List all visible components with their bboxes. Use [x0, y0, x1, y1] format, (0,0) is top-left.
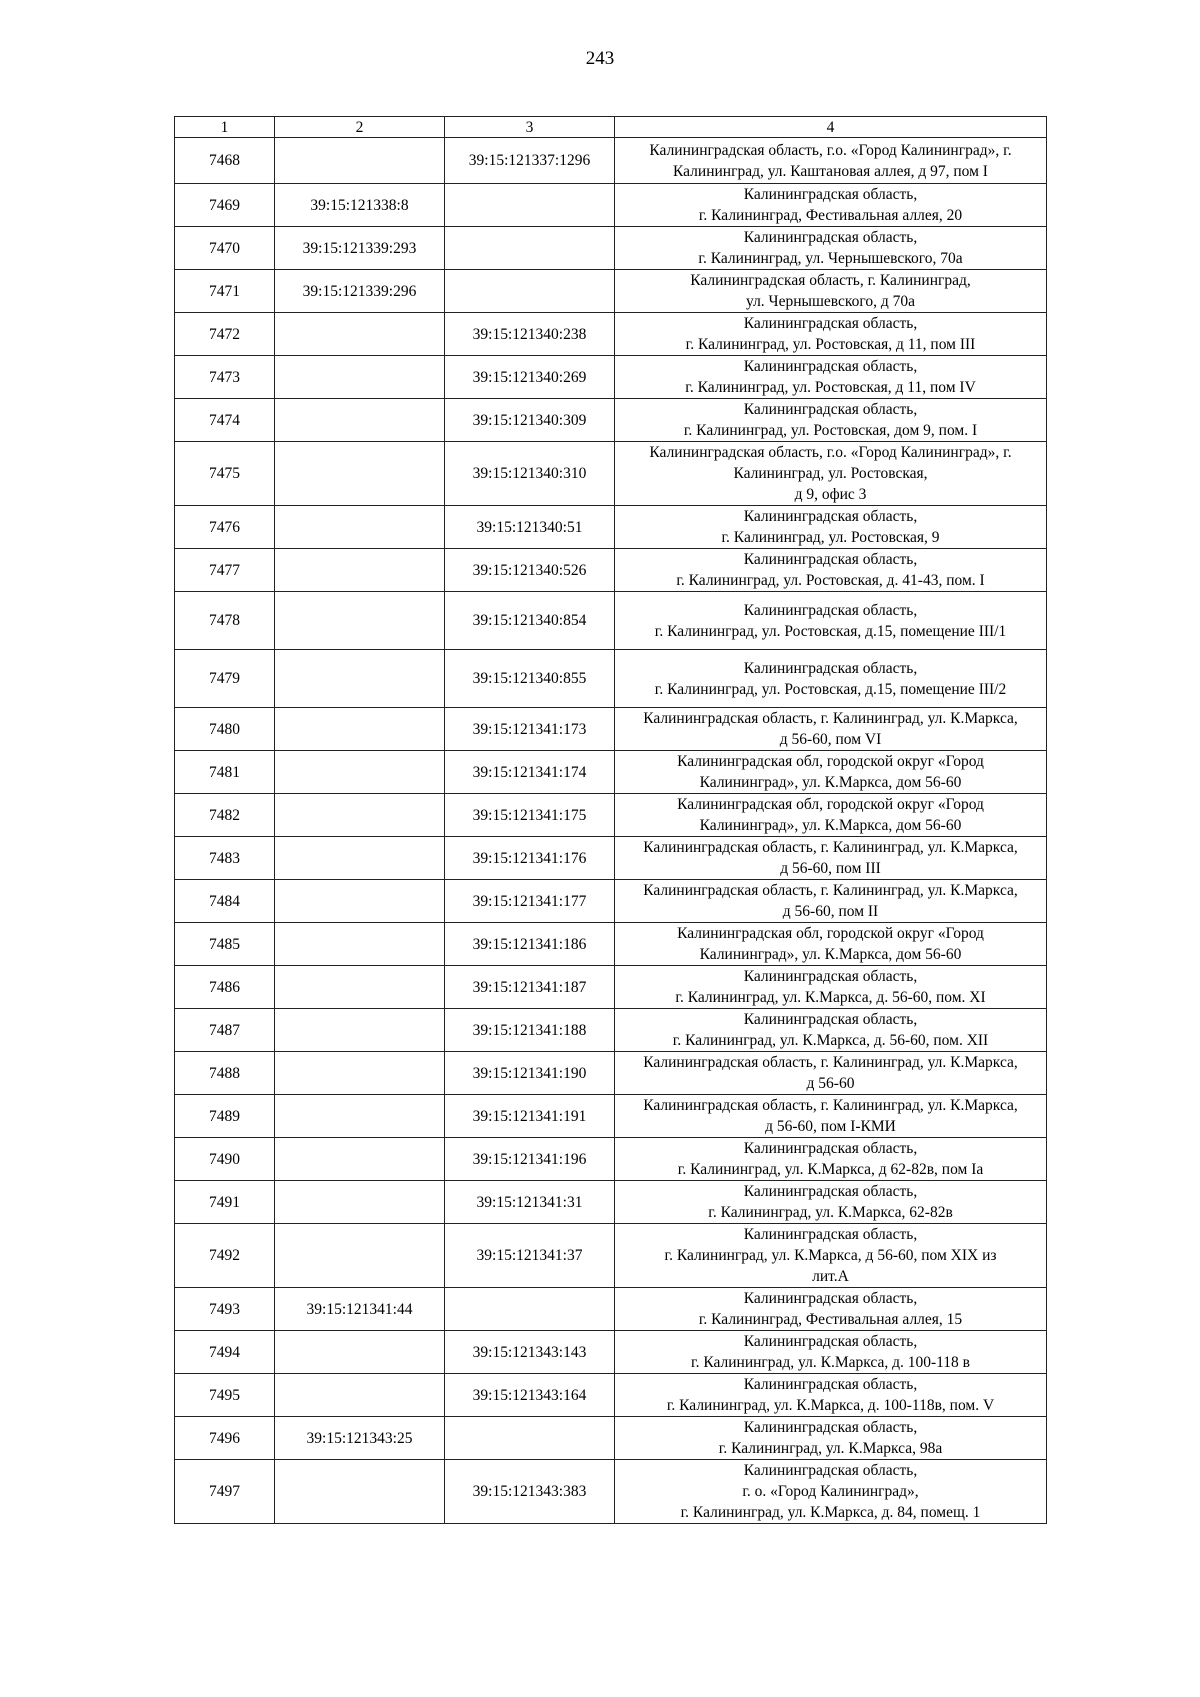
cadastral-number-premises-cell: 39:15:121341:187 — [445, 966, 615, 1009]
cadastral-number-premises-cell: 39:15:121341:175 — [445, 794, 615, 837]
column-header: 2 — [275, 117, 445, 138]
row-number-cell: 7485 — [175, 923, 275, 966]
cadastral-number-cell: 39:15:121339:293 — [275, 227, 445, 270]
cadastral-number-premises-cell: 39:15:121341:190 — [445, 1052, 615, 1095]
cadastral-number-premises-cell: 39:15:121340:269 — [445, 356, 615, 399]
cadastral-number-premises-cell: 39:15:121340:310 — [445, 442, 615, 506]
row-number-cell: 7496 — [175, 1417, 275, 1460]
address-cell: Калининградская область, г. Калининград, ул. К.Маркса, д 56-60, пом XIX из лит.А — [615, 1224, 1047, 1288]
row-number-cell: 7472 — [175, 313, 275, 356]
cadastral-number-premises-cell: 39:15:121343:383 — [445, 1460, 615, 1524]
row-number-cell: 7490 — [175, 1138, 275, 1181]
table-row — [175, 270, 1047, 313]
cadastral-number-cell — [275, 794, 445, 837]
table-row — [175, 138, 1047, 184]
table-header-row — [175, 117, 1047, 138]
cadastral-number-premises-cell: 39:15:121340:855 — [445, 650, 615, 708]
table-row — [175, 592, 1047, 650]
row-number-cell: 7487 — [175, 1009, 275, 1052]
address-cell: Калининградская область, г. Калининград, ул. К.Маркса, д 56-60 — [615, 1052, 1047, 1095]
cadastral-number-cell — [275, 356, 445, 399]
table-row — [175, 751, 1047, 794]
cadastral-number-cell — [275, 1009, 445, 1052]
table-row — [175, 184, 1047, 227]
address-cell: Калининградская область, г. Калининград, ул. Ростовская, 9 — [615, 506, 1047, 549]
address-cell: Калининградская область, г. о. «Город Калининград», г. Калининград, ул. К.Маркса, д. 84, помещ. 1 — [615, 1460, 1047, 1524]
column-header: 4 — [615, 117, 1047, 138]
row-number-cell: 7492 — [175, 1224, 275, 1288]
cadastral-number-cell — [275, 399, 445, 442]
cadastral-number-premises-cell — [445, 1417, 615, 1460]
row-number-cell: 7480 — [175, 708, 275, 751]
table-row — [175, 923, 1047, 966]
row-number-cell: 7476 — [175, 506, 275, 549]
cadastral-number-premises-cell: 39:15:121341:37 — [445, 1224, 615, 1288]
table-row — [175, 1224, 1047, 1288]
address-cell: Калининградская область, г. Калининград, ул. К.Маркса, д 56-60, пом II — [615, 880, 1047, 923]
registry-table — [174, 116, 1047, 1524]
column-header: 3 — [445, 117, 615, 138]
cadastral-number-cell — [275, 1138, 445, 1181]
address-cell: Калининградская область, г. Калининград, ул. К.Маркса, д 56-60, пом VI — [615, 708, 1047, 751]
row-number-cell: 7475 — [175, 442, 275, 506]
address-cell: Калининградская область, г. Калининград, ул. Чернышевского, 70а — [615, 227, 1047, 270]
cadastral-number-premises-cell: 39:15:121337:1296 — [445, 138, 615, 184]
cadastral-number-cell: 39:15:121339:296 — [275, 270, 445, 313]
cadastral-number-premises-cell: 39:15:121341:188 — [445, 1009, 615, 1052]
cadastral-number-cell — [275, 708, 445, 751]
table-row — [175, 966, 1047, 1009]
cadastral-number-cell — [275, 966, 445, 1009]
address-cell: Калининградская область, г. Калининград, ул. К.Маркса, 62-82в — [615, 1181, 1047, 1224]
cadastral-number-premises-cell: 39:15:121343:143 — [445, 1331, 615, 1374]
cadastral-number-premises-cell: 39:15:121341:191 — [445, 1095, 615, 1138]
cadastral-number-cell — [275, 837, 445, 880]
page-number: 243 — [585, 48, 615, 69]
cadastral-number-premises-cell — [445, 184, 615, 227]
cadastral-number-cell — [275, 1460, 445, 1524]
cadastral-number-cell — [275, 1052, 445, 1095]
address-cell: Калининградская область, г. Калининград, ул. Ростовская, д.15, помещение III/1 — [615, 592, 1047, 650]
address-cell: Калининградская область, г. Калининград, ул. Ростовская, дом 9, пом. I — [615, 399, 1047, 442]
row-number-cell: 7493 — [175, 1288, 275, 1331]
row-number-cell: 7489 — [175, 1095, 275, 1138]
row-number-cell: 7494 — [175, 1331, 275, 1374]
cadastral-number-cell: 39:15:121343:25 — [275, 1417, 445, 1460]
table-row — [175, 1009, 1047, 1052]
table-row — [175, 1417, 1047, 1460]
row-number-cell: 7484 — [175, 880, 275, 923]
row-number-cell: 7471 — [175, 270, 275, 313]
cadastral-number-premises-cell: 39:15:121341:173 — [445, 708, 615, 751]
address-cell: Калининградская область, г. Калининград, Фестивальная аллея, 15 — [615, 1288, 1047, 1331]
table-row — [175, 794, 1047, 837]
row-number-cell: 7483 — [175, 837, 275, 880]
row-number-cell: 7497 — [175, 1460, 275, 1524]
cadastral-number-cell — [275, 138, 445, 184]
address-cell: Калининградская обл, городской округ «Город Калининград», ул. К.Маркса, дом 56-60 — [615, 923, 1047, 966]
cadastral-number-cell — [275, 1181, 445, 1224]
table-row — [175, 399, 1047, 442]
table-row — [175, 880, 1047, 923]
address-cell: Калининградская область, г.о. «Город Калининград», г. Калининград, ул. Каштановая аллея, д 97, пом I — [615, 138, 1047, 184]
cadastral-number-cell — [275, 1224, 445, 1288]
cadastral-number-cell — [275, 650, 445, 708]
table-row — [175, 506, 1047, 549]
address-cell: Калининградская область, г. Калининград, ул. Ростовская, д.15, помещение III/2 — [615, 650, 1047, 708]
cadastral-number-premises-cell — [445, 227, 615, 270]
cadastral-number-premises-cell: 39:15:121341:186 — [445, 923, 615, 966]
cadastral-number-cell — [275, 592, 445, 650]
cadastral-number-cell — [275, 1095, 445, 1138]
cadastral-number-premises-cell: 39:15:121341:196 — [445, 1138, 615, 1181]
address-cell: Калининградская область, г. Калининград, Фестивальная аллея, 20 — [615, 184, 1047, 227]
address-cell: Калининградская область, г.о. «Город Калининград», г. Калининград, ул. Ростовская, д 9, офис 3 — [615, 442, 1047, 506]
row-number-cell: 7486 — [175, 966, 275, 1009]
table-row — [175, 1052, 1047, 1095]
table-row — [175, 1181, 1047, 1224]
cadastral-number-premises-cell: 39:15:121340:51 — [445, 506, 615, 549]
table-row — [175, 1288, 1047, 1331]
row-number-cell: 7488 — [175, 1052, 275, 1095]
table-row — [175, 442, 1047, 506]
table-row — [175, 1374, 1047, 1417]
row-number-cell: 7474 — [175, 399, 275, 442]
cadastral-number-premises-cell: 39:15:121340:526 — [445, 549, 615, 592]
table-row — [175, 1095, 1047, 1138]
table-row — [175, 356, 1047, 399]
cadastral-number-cell — [275, 549, 445, 592]
cadastral-number-cell — [275, 923, 445, 966]
table-row — [175, 549, 1047, 592]
address-cell: Калининградская область, г. Калининград, ул. К.Маркса, 98а — [615, 1417, 1047, 1460]
address-cell: Калининградская область, г. Калининград, ул. К.Маркса, д 56-60, пом I-КМИ — [615, 1095, 1047, 1138]
address-cell: Калининградская область, г. Калининград, ул. К.Маркса, д. 100-118 в — [615, 1331, 1047, 1374]
cadastral-number-premises-cell — [445, 1288, 615, 1331]
address-cell: Калининградская область, г. Калининград, ул. К.Маркса, д. 100-118в, пом. V — [615, 1374, 1047, 1417]
table-row — [175, 227, 1047, 270]
cadastral-number-premises-cell: 39:15:121341:31 — [445, 1181, 615, 1224]
row-number-cell: 7473 — [175, 356, 275, 399]
row-number-cell: 7482 — [175, 794, 275, 837]
row-number-cell: 7481 — [175, 751, 275, 794]
address-cell: Калининградская область, г. Калининград, ул. К.Маркса, д. 56-60, пом. XII — [615, 1009, 1047, 1052]
cadastral-number-cell: 39:15:121338:8 — [275, 184, 445, 227]
row-number-cell: 7470 — [175, 227, 275, 270]
table-row — [175, 708, 1047, 751]
cadastral-number-cell — [275, 506, 445, 549]
table-row — [175, 1331, 1047, 1374]
cadastral-number-cell — [275, 880, 445, 923]
row-number-cell: 7491 — [175, 1181, 275, 1224]
cadastral-number-premises-cell: 39:15:121340:309 — [445, 399, 615, 442]
cadastral-number-premises-cell: 39:15:121341:174 — [445, 751, 615, 794]
table-row — [175, 1138, 1047, 1181]
cadastral-number-cell — [275, 1374, 445, 1417]
row-number-cell: 7469 — [175, 184, 275, 227]
cadastral-number-premises-cell: 39:15:121341:177 — [445, 880, 615, 923]
cadastral-number-cell — [275, 751, 445, 794]
row-number-cell: 7479 — [175, 650, 275, 708]
table-row — [175, 650, 1047, 708]
address-cell: Калининградская область, г. Калининград, ул. К.Маркса, д 56-60, пом III — [615, 837, 1047, 880]
address-cell: Калининградская область, г. Калининград, ул. Ростовская, д 11, пом IV — [615, 356, 1047, 399]
cadastral-number-premises-cell: 39:15:121343:164 — [445, 1374, 615, 1417]
address-cell: Калининградская обл, городской округ «Город Калининград», ул. К.Маркса, дом 56-60 — [615, 794, 1047, 837]
table-row — [175, 1460, 1047, 1524]
column-header: 1 — [175, 117, 275, 138]
address-cell: Калининградская область, г. Калининград, ул. Чернышевского, д 70а — [615, 270, 1047, 313]
cadastral-number-cell — [275, 442, 445, 506]
table-row — [175, 837, 1047, 880]
address-cell: Калининградская область, г. Калининград, ул. К.Маркса, д. 56-60, пом. XI — [615, 966, 1047, 1009]
address-cell: Калининградская область, г. Калининград, ул. К.Маркса, д 62-82в, пом Iа — [615, 1138, 1047, 1181]
cadastral-number-cell: 39:15:121341:44 — [275, 1288, 445, 1331]
address-cell: Калининградская область, г. Калининград, ул. Ростовская, д 11, пом III — [615, 313, 1047, 356]
cadastral-number-premises-cell: 39:15:121340:854 — [445, 592, 615, 650]
row-number-cell: 7468 — [175, 138, 275, 184]
address-cell: Калининградская обл, городской округ «Город Калининград», ул. К.Маркса, дом 56-60 — [615, 751, 1047, 794]
cadastral-number-cell — [275, 1331, 445, 1374]
row-number-cell: 7478 — [175, 592, 275, 650]
row-number-cell: 7477 — [175, 549, 275, 592]
cadastral-number-premises-cell: 39:15:121340:238 — [445, 313, 615, 356]
row-number-cell: 7495 — [175, 1374, 275, 1417]
table-row — [175, 313, 1047, 356]
cadastral-number-premises-cell — [445, 270, 615, 313]
cadastral-number-cell — [275, 313, 445, 356]
address-cell: Калининградская область, г. Калининград, ул. Ростовская, д. 41-43, пом. I — [615, 549, 1047, 592]
cadastral-number-premises-cell: 39:15:121341:176 — [445, 837, 615, 880]
